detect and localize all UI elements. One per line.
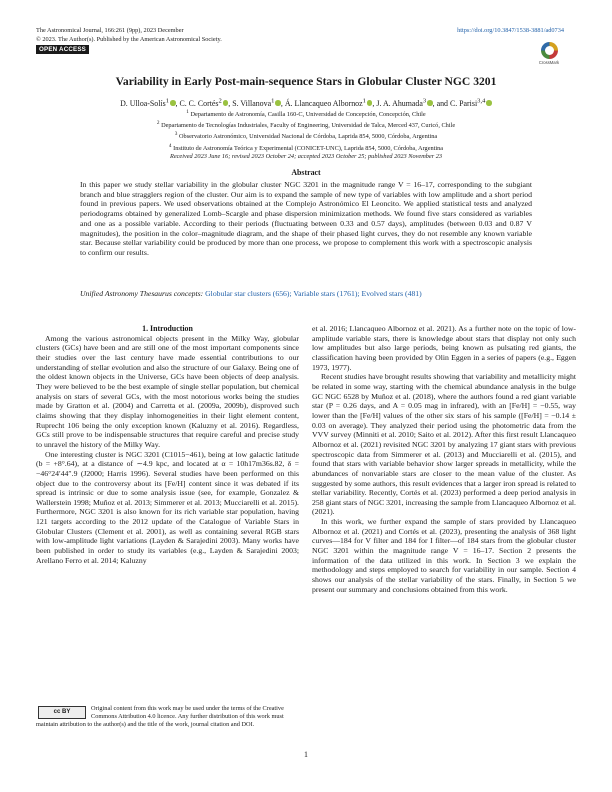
orcid-icon[interactable] <box>427 100 433 106</box>
open-access-badge: OPEN ACCESS <box>36 45 89 54</box>
orcid-icon[interactable] <box>275 100 281 106</box>
copyright-line: © 2023. The Author(s). Published by the American Astronomical Society. <box>36 36 222 43</box>
abstract-text: In this paper we study stellar variability in the globular cluster NGC 3201 in the magnitude range V = 16–17, corresponding to the subgiant branch and blue stragglers region of the cluster. Our aim is to expand the sample of new type of variables with low amplitude and a short period found in previous papers. We used observations obtained at the Complejo Astronómico El Leoncito. We applied statistical tests and analyzed periodograms obtained by generalized Lomb–Scargle and phase dispersion minimization methods. We found five stars considered as variables and one as a possible variable. According to their periods (fluctuating between 0.33 and 0.57 days), amplitudes (between 0.03 and 0.87 V magnitudes), the position in the color–magnitude diagram, and the shape of their phased light curves, they do not resemble any known variable star. Because stellar variability could be produced by more than one process, we propose to complement this work with a spectroscopic analysis to confirm our results. <box>80 180 532 257</box>
section-heading: 1. Introduction <box>142 324 193 333</box>
keyword-link[interactable]: Globular star clusters (656); <box>205 289 292 298</box>
publication-dates: Received 2023 June 16; revised 2023 October 24; accepted 2023 October 25; published 2023 November 23 <box>169 152 443 160</box>
body-paragraph: In this work, we further expand the sample of stars provided by Llancaqueo Albornoz et al. (2021) and Cortés et al. (2023), presenting the analysis of 368 light curves—184 for V filter and 184 for I filter—of 184 stars from the globular cluster NGC 3201 within the magnitude range V = 16–17. Section 2 presents the information of the data utilized in this work. In Section 3 we explain the methodology and steps employed to search for variability in our sample. Section 4 shows our analysis of the stellar variability of the stars. Finally, in Section 5 we present our summary and conclusions obtained from this work. <box>312 517 576 594</box>
journal-line: The Astronomical Journal, 166:261 (9pp), 2023 December <box>36 27 184 34</box>
page-number: 1 <box>304 750 308 759</box>
orcid-icon[interactable] <box>367 100 373 106</box>
body-paragraph: Recent studies have brought results showing that variability and metallicity might be related in some way, starting with the chemical abundance analysis in the bulge GC NGC 6528 by Muñoz et al. (2018), where the authors found a red giant variable star (P = 0.26 days, and A = 0.05 mag in infrared), with an [Fe/H] = −0.55, way lower than the [Fe/H] values of the other six stars of his sample ([Fe/H] = −0.14 ± 0.03 on average). They analyzed their period using the photometric data from the VVV survey (Minniti et al. 2010; Saito et al. 2012). After this first result Llancaqueo Albornoz et al. (2021) revisited NGC 3201 by analyzing 17 giant stars with previous spectroscopic data from Simmerer et al. (2013) and Mucciarelli et al. (2015), and found that stars with variable behavior show larger spreads in metallicity, while the abundances of nonvariable stars are closer to the mean value of the cluster. As suggested by some authors, this result evidences that a larger iron spread is related to stellar variability. Recently, Cortés et al. (2023) performed a deep period analysis in 258 giant stars of NGC 3201, increasing the sample from Llancaqueo Albornoz et al. (2021). <box>312 372 576 517</box>
doi-link[interactable]: https://doi.org/10.3847/1538-3881/ad0734 <box>457 27 564 34</box>
orcid-icon[interactable] <box>170 100 176 106</box>
author: S. Villanova$^1$ , <box>232 97 285 108</box>
affiliation: $^3$ Observatorio Astronómico, Universidad Nacional de Córdoba, Laprida 854, 5000, Córdoba, Argentina <box>174 131 438 141</box>
paper-title: Variability in Early Post-main-sequence Stars in Globular Cluster NGC 3201 <box>115 75 497 88</box>
affiliation: $^1$ Departamento de Astronomía, Casilla 160-C, Universidad de Concepción, Concepción, Chile <box>186 109 426 119</box>
affiliations <box>36 108 576 161</box>
affiliation: $^2$ Departamento de Tecnologías Industriales, Faculty of Engineering, Universidad de Talca, Merced 437, Curicó, Chile <box>156 120 456 130</box>
crossmark-icon <box>541 42 558 59</box>
keyword-link[interactable]: Variable stars (1761); <box>293 289 360 298</box>
body-paragraph: One interesting cluster is NGC 3201 (C1015−461), being at low galactic latitude (b = +8°.64), at a distance of ∼4.9 kpc, and located at α = 10h17m36s.82, δ = −46°24′44″.9 (J2000; Harris 1996). Several studies have been performed on this object due to the controversy about its [Fe/H] content since it was debated if its spread is intrinsic or due to some analysis issue (see, for example, Gonzalez & Wallerstein 1998; Muñoz et al. 2013; Simmerer et al. 2013; Mucciarelli et al. 2015). Furthermore, NGC 3201 is also known for its rich variable star population, having 121 targets according to the 2012 update of the Catalogue of Variable Stars in Globular Clusters (Clement et al. 2001), as well as containing several RGB stars with low-amplitude light variations (Layden & Sarajedini 2003). Many works have been published in order to study its variables (e.g., Layden & Sarajedini 2003; Arellano Ferro et al. 2014; Kaluzny <box>36 449 299 565</box>
crossmark-label: CrossMark <box>538 60 560 65</box>
keywords <box>80 289 532 299</box>
keyword-link[interactable]: Evolved stars (481) <box>361 289 422 298</box>
author: and C. Parisi$^{3,4}$ <box>437 99 492 108</box>
cc-by-icon[interactable]: cc BY <box>38 706 86 719</box>
crossmark-button[interactable] <box>538 42 560 65</box>
left-column <box>36 324 299 565</box>
author: C. C. Cortés$^2$ , <box>179 97 233 108</box>
author: J. A. Ahumada$^3$ , <box>376 97 437 108</box>
body-paragraph: et al. 2016; Llancaqueo Albornoz et al. 2021). As a further note on the topic of low-amplitude variable stars, there is knowledge about stars that display not only such low amplitudes but also large periods, being known as pulsating red giants, the classification having been provided by Olin Eggen in a series of papers (e.g., Eggen 1973, 1977). <box>312 324 576 372</box>
license-notice <box>36 705 299 729</box>
author: D. Ulloa-Solís$^1$ , <box>120 97 180 108</box>
right-column <box>312 324 576 594</box>
affiliation: $^4$ Instituto de Astronomía Teórica y Experimental (CONICET-UNC), Laprida 854, 5000, Córdoba, Argentina <box>168 142 444 152</box>
orcid-icon[interactable] <box>223 100 229 106</box>
abstract-heading: Abstract <box>291 168 321 177</box>
body-paragraph: Among the various astronomical objects present in the Milky Way, globular clusters (GCs) have been and are still one of the most important components since their studies over the last century have made essential contributions to our understanding of stellar evolution and also the structure of our Galaxy. Being one of the oldest known objects in the Universe, GCs have been objects of deep analysis. They were believed to be the best example of single stellar population, but chemical analysis on stars of several GCs, with the most notorious works being the studies made by Gratton et al. (2004) and Carretta et al. (2009a, 2009b), disproved such claims showing that they display inhomogeneities in their light element content, Ruprecht 106 being the only exception known (Kaluzny et al. 2016). Regardless, GCs still prove to be indispensable structures that require careful and precise study to unravel the history of the Milky Way. <box>36 333 299 449</box>
author-list <box>36 97 576 108</box>
orcid-icon[interactable] <box>486 100 492 106</box>
license-text: Original content from this work may be used under the terms of the Creative Commons Attribution 4.0 licence. Any further distribution of this work must maintain attribution to the author(s) and the title of the work, journal citation and DOI. <box>36 705 284 728</box>
author: Á. Llancaqueo Albornoz$^1$ , <box>284 97 377 108</box>
keywords-label: Unified Astronomy Thesaurus concepts: <box>80 289 204 298</box>
